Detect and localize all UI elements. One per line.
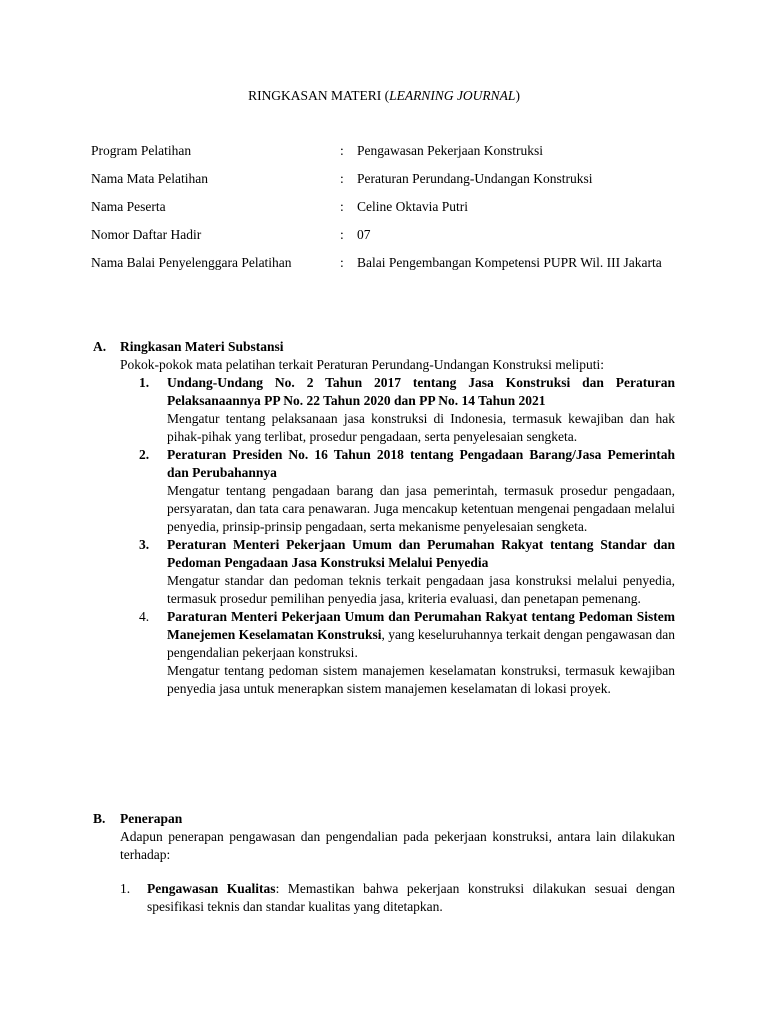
list-item-heading [167, 608, 675, 662]
title-italic: LEARNING JOURNAL [389, 88, 516, 103]
section-letter: A. [93, 339, 107, 354]
info-value: Peraturan Perundang-Undangan Konstruksi [357, 171, 593, 186]
list-item-heading: Undang-Undang No. 2 Tahun 2017 tentang Jasa Konstruksi dan Peraturan Pelaksanaannya PP No. 22 Tahun 2020 dan PP No. 14 Tahun 2021 [167, 375, 675, 408]
info-value: Balai Pengembangan Kompetensi PUPR Wil. III Jakarta [357, 255, 662, 270]
list-number: 1. [139, 375, 150, 390]
info-label: Program Pelatihan [91, 143, 192, 158]
info-table [91, 142, 731, 282]
list-item [120, 880, 675, 916]
list-item-description: Mengatur tentang pedoman sistem manajemen keselamatan konstruksi, termasuk kewajiban penyedia jasa untuk menerapkan sistem manajemen keselamatan di lokasi proyek. [167, 663, 675, 696]
section-heading: Ringkasan Materi Substansi [120, 339, 284, 354]
list-item-heading: Peraturan Menteri Pekerjaan Umum dan Perumahan Rakyat tentang Standar dan Pedoman Pengadaan Jasa Konstruksi Melalui Penyedia [167, 537, 675, 570]
info-row-peserta [91, 198, 731, 226]
info-row-program [91, 142, 731, 170]
list-number: 3. [139, 537, 150, 552]
list-number: 1. [120, 881, 131, 896]
list-item-body: : Memastikan bahwa pekerjaan konstruksi dilakukan sesuai dengan spesifikasi teknis dan standar kualitas yang ditetapkan. [147, 881, 675, 914]
numbered-list [120, 374, 675, 698]
info-value: Celine Oktavia Putri [357, 199, 468, 214]
list-item-term: Pengawasan Kualitas [147, 881, 276, 896]
section-letter: B. [93, 811, 106, 826]
info-colon: : [340, 255, 344, 270]
list-number: 2. [139, 447, 150, 462]
list-item-heading-bold: Paraturan Menteri Pekerjaan Umum dan Perumahan Rakyat tentang Pedoman Sistem Manejemen Keselamatan Konstruksi [167, 609, 675, 642]
title-prefix: RINGKASAN MATERI ( [248, 88, 390, 103]
section-a [93, 338, 675, 698]
info-label: Nomor Daftar Hadir [91, 227, 202, 242]
list-item-heading-tail: , yang keseluruhannya terkait dengan pengawasan dan pengendalian pekerjaan konstruksi. [167, 627, 675, 660]
section-intro: Adapun penerapan pengawasan dan pengendalian pada pekerjaan konstruksi, antara lain dilakukan terhadap: [120, 829, 675, 862]
info-label: Nama Mata Pelatihan [91, 171, 208, 186]
list-item [120, 374, 675, 446]
info-value: 07 [357, 227, 371, 242]
list-item-description: Mengatur standar dan pedoman teknis terkait pengadaan jasa konstruksi melalui penyedia, termasuk prosedur pemilihan penyedia jasa, kriteria evaluasi, dan penetapan pemenang. [167, 573, 675, 606]
list-item [120, 446, 675, 536]
info-label: Nama Balai Penyelenggara Pelatihan [91, 255, 292, 270]
info-row-nomor [91, 226, 731, 254]
info-value: Pengawasan Pekerjaan Konstruksi [357, 143, 543, 158]
info-colon: : [340, 227, 344, 242]
section-intro: Pokok-pokok mata pelatihan terkait Peraturan Perundang-Undangan Konstruksi meliputi: [120, 357, 605, 372]
list-item-text [147, 880, 675, 916]
title-suffix: ) [515, 88, 520, 103]
list-item-description: Mengatur tentang pengadaan barang dan jasa pemerintah, termasuk prosedur pengadaan, persyaratan, dan tata cara penawaran. Juga mencakup ketentuan mengenai pengadaan melalui penyedia, prinsip-prinsip pengadaan, serta mekanisme penyelesaian sengketa. [167, 483, 675, 534]
list-item [120, 608, 675, 698]
numbered-list [120, 880, 675, 916]
info-colon: : [340, 199, 344, 214]
list-item [120, 536, 675, 608]
list-number: 4. [139, 609, 150, 624]
info-label: Nama Peserta [91, 199, 166, 214]
list-item-description: Mengatur tentang pelaksanaan jasa konstruksi di Indonesia, termasuk kewajiban dan hak pihak-pihak yang terlibat, prosedur pengadaan, serta penyelesaian sengketa. [167, 411, 675, 444]
document-title [0, 88, 768, 104]
info-row-balai [91, 254, 731, 282]
info-row-mata-pelatihan [91, 170, 731, 198]
section-b [93, 810, 675, 916]
info-colon: : [340, 143, 344, 158]
list-item-heading: Peraturan Presiden No. 16 Tahun 2018 tentang Pengadaan Barang/Jasa Pemerintah dan Perubahannya [167, 447, 675, 480]
section-heading: Penerapan [120, 811, 183, 826]
info-colon: : [340, 171, 344, 186]
